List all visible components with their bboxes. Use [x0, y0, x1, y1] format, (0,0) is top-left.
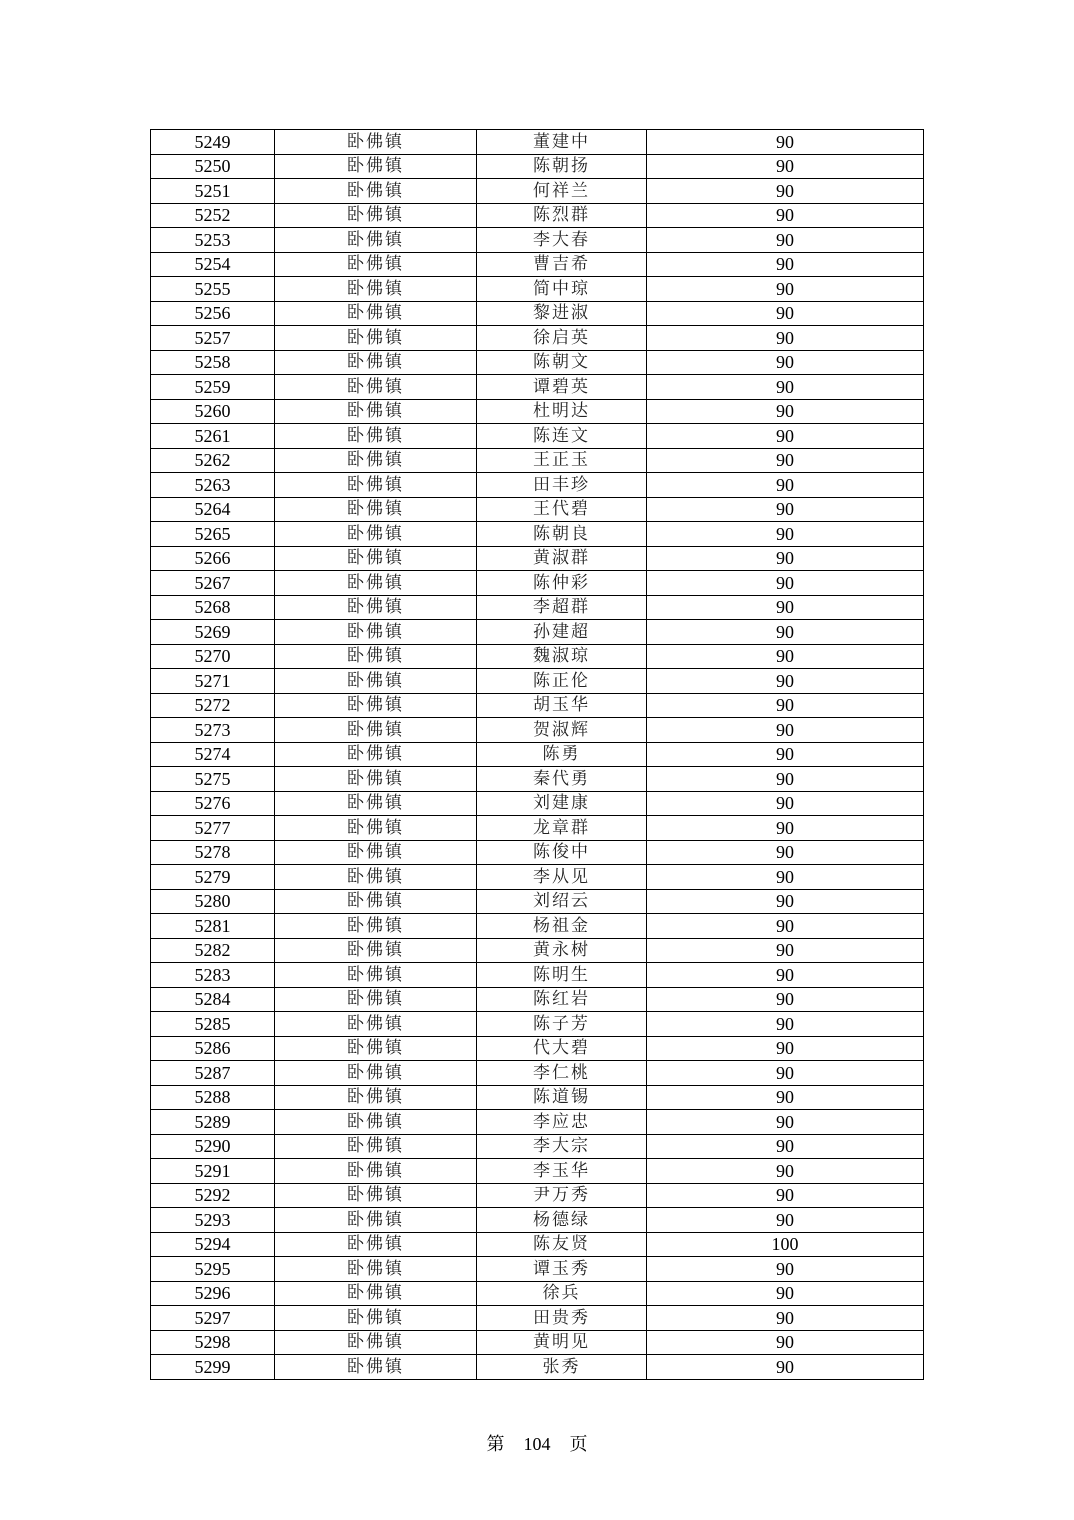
score-cell: 100	[647, 1232, 924, 1257]
person-name-cell: 陈明生	[477, 963, 647, 988]
row-number-cell: 5256	[151, 301, 275, 326]
score-cell: 90	[647, 1134, 924, 1159]
row-number-cell: 5297	[151, 1306, 275, 1331]
score-cell: 90	[647, 301, 924, 326]
score-cell: 90	[647, 424, 924, 449]
score-cell: 90	[647, 644, 924, 669]
person-name-cell: 徐兵	[477, 1281, 647, 1306]
score-cell: 90	[647, 840, 924, 865]
row-number-cell: 5284	[151, 987, 275, 1012]
table-row	[151, 1134, 924, 1159]
town-cell: 卧佛镇	[275, 130, 477, 155]
town-cell: 卧佛镇	[275, 1232, 477, 1257]
row-number-cell: 5261	[151, 424, 275, 449]
table-row	[151, 865, 924, 890]
table-row	[151, 375, 924, 400]
score-cell: 90	[647, 1159, 924, 1184]
person-name-cell: 陈朝扬	[477, 154, 647, 179]
table-row	[151, 718, 924, 743]
table-row	[151, 693, 924, 718]
score-cell: 90	[647, 963, 924, 988]
row-number-cell: 5268	[151, 595, 275, 620]
person-name-cell: 李应忠	[477, 1110, 647, 1135]
town-cell: 卧佛镇	[275, 595, 477, 620]
row-number-cell: 5255	[151, 277, 275, 302]
town-cell: 卧佛镇	[275, 1208, 477, 1233]
score-cell: 90	[647, 914, 924, 939]
row-number-cell: 5291	[151, 1159, 275, 1184]
town-cell: 卧佛镇	[275, 644, 477, 669]
town-cell: 卧佛镇	[275, 350, 477, 375]
town-cell: 卧佛镇	[275, 448, 477, 473]
person-name-cell: 李大宗	[477, 1134, 647, 1159]
row-number-cell: 5278	[151, 840, 275, 865]
row-number-cell: 5279	[151, 865, 275, 890]
score-cell: 90	[647, 1183, 924, 1208]
score-cell: 90	[647, 889, 924, 914]
table-row	[151, 1306, 924, 1331]
score-cell: 90	[647, 1208, 924, 1233]
town-cell: 卧佛镇	[275, 203, 477, 228]
table-row	[151, 791, 924, 816]
town-cell: 卧佛镇	[275, 473, 477, 498]
roster-table-body	[151, 130, 924, 1380]
score-cell: 90	[647, 1355, 924, 1380]
table-row	[151, 816, 924, 841]
row-number-cell: 5267	[151, 571, 275, 596]
row-number-cell: 5252	[151, 203, 275, 228]
person-name-cell: 杨祖金	[477, 914, 647, 939]
person-name-cell: 田丰珍	[477, 473, 647, 498]
person-name-cell: 秦代勇	[477, 767, 647, 792]
table-row	[151, 987, 924, 1012]
town-cell: 卧佛镇	[275, 522, 477, 547]
person-name-cell: 黄淑群	[477, 546, 647, 571]
row-number-cell: 5285	[151, 1012, 275, 1037]
person-name-cell: 黄明见	[477, 1330, 647, 1355]
page-footer-prefix: 第	[486, 1434, 505, 1454]
town-cell: 卧佛镇	[275, 963, 477, 988]
table-row	[151, 497, 924, 522]
person-name-cell: 杜明达	[477, 399, 647, 424]
person-name-cell: 田贵秀	[477, 1306, 647, 1331]
town-cell: 卧佛镇	[275, 1355, 477, 1380]
row-number-cell: 5266	[151, 546, 275, 571]
person-name-cell: 刘绍云	[477, 889, 647, 914]
person-name-cell: 李超群	[477, 595, 647, 620]
table-row	[151, 595, 924, 620]
row-number-cell: 5287	[151, 1061, 275, 1086]
person-name-cell: 黄永树	[477, 938, 647, 963]
table-row	[151, 1012, 924, 1037]
score-cell: 90	[647, 399, 924, 424]
table-row	[151, 1110, 924, 1135]
person-name-cell: 谭玉秀	[477, 1257, 647, 1282]
score-cell: 90	[647, 742, 924, 767]
row-number-cell: 5260	[151, 399, 275, 424]
town-cell: 卧佛镇	[275, 1183, 477, 1208]
score-cell: 90	[647, 1012, 924, 1037]
person-name-cell: 陈仲彩	[477, 571, 647, 596]
table-row	[151, 1355, 924, 1380]
row-number-cell: 5290	[151, 1134, 275, 1159]
table-row	[151, 252, 924, 277]
score-cell: 90	[647, 1036, 924, 1061]
row-number-cell: 5276	[151, 791, 275, 816]
score-cell: 90	[647, 938, 924, 963]
person-name-cell: 陈子芳	[477, 1012, 647, 1037]
town-cell: 卧佛镇	[275, 1134, 477, 1159]
person-name-cell: 王正玉	[477, 448, 647, 473]
score-cell: 90	[647, 203, 924, 228]
table-row	[151, 669, 924, 694]
table-row	[151, 277, 924, 302]
table-row	[151, 840, 924, 865]
score-cell: 90	[647, 1281, 924, 1306]
person-name-cell: 陈红岩	[477, 987, 647, 1012]
row-number-cell: 5250	[151, 154, 275, 179]
row-number-cell: 5293	[151, 1208, 275, 1233]
score-cell: 90	[647, 1306, 924, 1331]
person-name-cell: 陈俊中	[477, 840, 647, 865]
row-number-cell: 5295	[151, 1257, 275, 1282]
town-cell: 卧佛镇	[275, 399, 477, 424]
row-number-cell: 5262	[151, 448, 275, 473]
town-cell: 卧佛镇	[275, 791, 477, 816]
town-cell: 卧佛镇	[275, 546, 477, 571]
row-number-cell: 5286	[151, 1036, 275, 1061]
row-number-cell: 5296	[151, 1281, 275, 1306]
table-row	[151, 571, 924, 596]
town-cell: 卧佛镇	[275, 228, 477, 253]
score-cell: 90	[647, 816, 924, 841]
table-row	[151, 889, 924, 914]
score-cell: 90	[647, 546, 924, 571]
score-cell: 90	[647, 767, 924, 792]
person-name-cell: 陈朝良	[477, 522, 647, 547]
town-cell: 卧佛镇	[275, 571, 477, 596]
row-number-cell: 5265	[151, 522, 275, 547]
town-cell: 卧佛镇	[275, 742, 477, 767]
town-cell: 卧佛镇	[275, 1061, 477, 1086]
row-number-cell: 5283	[151, 963, 275, 988]
person-name-cell: 张秀	[477, 1355, 647, 1380]
town-cell: 卧佛镇	[275, 767, 477, 792]
row-number-cell: 5271	[151, 669, 275, 694]
person-name-cell: 杨德绿	[477, 1208, 647, 1233]
table-row	[151, 448, 924, 473]
table-row	[151, 228, 924, 253]
person-name-cell: 魏淑琼	[477, 644, 647, 669]
person-name-cell: 陈朝文	[477, 350, 647, 375]
table-row	[151, 203, 924, 228]
row-number-cell: 5292	[151, 1183, 275, 1208]
row-number-cell: 5289	[151, 1110, 275, 1135]
person-name-cell: 简中琼	[477, 277, 647, 302]
row-number-cell: 5272	[151, 693, 275, 718]
table-row	[151, 1330, 924, 1355]
row-number-cell: 5263	[151, 473, 275, 498]
person-name-cell: 陈友贤	[477, 1232, 647, 1257]
person-name-cell: 李仁桃	[477, 1061, 647, 1086]
row-number-cell: 5257	[151, 326, 275, 351]
town-cell: 卧佛镇	[275, 1306, 477, 1331]
table-row	[151, 938, 924, 963]
table-row	[151, 424, 924, 449]
score-cell: 90	[647, 375, 924, 400]
person-name-cell: 孙建超	[477, 620, 647, 645]
town-cell: 卧佛镇	[275, 987, 477, 1012]
town-cell: 卧佛镇	[275, 301, 477, 326]
row-number-cell: 5280	[151, 889, 275, 914]
score-cell: 90	[647, 228, 924, 253]
score-cell: 90	[647, 154, 924, 179]
table-row	[151, 1036, 924, 1061]
row-number-cell: 5253	[151, 228, 275, 253]
person-name-cell: 代大碧	[477, 1036, 647, 1061]
row-number-cell: 5298	[151, 1330, 275, 1355]
table-row	[151, 644, 924, 669]
town-cell: 卧佛镇	[275, 1085, 477, 1110]
person-name-cell: 陈勇	[477, 742, 647, 767]
table-row	[151, 1208, 924, 1233]
town-cell: 卧佛镇	[275, 669, 477, 694]
town-cell: 卧佛镇	[275, 865, 477, 890]
table-row	[151, 1183, 924, 1208]
table-row	[151, 473, 924, 498]
score-cell: 90	[647, 669, 924, 694]
score-cell: 90	[647, 595, 924, 620]
town-cell: 卧佛镇	[275, 620, 477, 645]
person-name-cell: 胡玉华	[477, 693, 647, 718]
town-cell: 卧佛镇	[275, 1012, 477, 1037]
table-row	[151, 301, 924, 326]
town-cell: 卧佛镇	[275, 1330, 477, 1355]
town-cell: 卧佛镇	[275, 1036, 477, 1061]
town-cell: 卧佛镇	[275, 816, 477, 841]
table-row	[151, 1257, 924, 1282]
person-name-cell: 何祥兰	[477, 179, 647, 204]
town-cell: 卧佛镇	[275, 424, 477, 449]
table-row	[151, 963, 924, 988]
score-cell: 90	[647, 350, 924, 375]
score-cell: 90	[647, 473, 924, 498]
person-name-cell: 龙章群	[477, 816, 647, 841]
score-cell: 90	[647, 1257, 924, 1282]
table-row	[151, 767, 924, 792]
person-name-cell: 刘建康	[477, 791, 647, 816]
row-number-cell: 5288	[151, 1085, 275, 1110]
person-name-cell: 尹万秀	[477, 1183, 647, 1208]
town-cell: 卧佛镇	[275, 1257, 477, 1282]
town-cell: 卧佛镇	[275, 914, 477, 939]
row-number-cell: 5281	[151, 914, 275, 939]
score-cell: 90	[647, 522, 924, 547]
town-cell: 卧佛镇	[275, 179, 477, 204]
score-cell: 90	[647, 277, 924, 302]
row-number-cell: 5277	[151, 816, 275, 841]
row-number-cell: 5259	[151, 375, 275, 400]
score-cell: 90	[647, 791, 924, 816]
row-number-cell: 5294	[151, 1232, 275, 1257]
score-cell: 90	[647, 497, 924, 522]
table-row	[151, 399, 924, 424]
town-cell: 卧佛镇	[275, 326, 477, 351]
row-number-cell: 5264	[151, 497, 275, 522]
score-cell: 90	[647, 1085, 924, 1110]
town-cell: 卧佛镇	[275, 889, 477, 914]
row-number-cell: 5273	[151, 718, 275, 743]
table-row	[151, 914, 924, 939]
town-cell: 卧佛镇	[275, 497, 477, 522]
row-number-cell: 5251	[151, 179, 275, 204]
town-cell: 卧佛镇	[275, 1281, 477, 1306]
score-cell: 90	[647, 130, 924, 155]
score-cell: 90	[647, 693, 924, 718]
page-footer	[0, 1430, 1074, 1456]
person-name-cell: 贺淑辉	[477, 718, 647, 743]
town-cell: 卧佛镇	[275, 375, 477, 400]
page-number: 104	[523, 1434, 551, 1454]
table-row	[151, 130, 924, 155]
score-cell: 90	[647, 1110, 924, 1135]
person-name-cell: 李从见	[477, 865, 647, 890]
person-name-cell: 黎进淑	[477, 301, 647, 326]
score-cell: 90	[647, 448, 924, 473]
person-name-cell: 谭碧英	[477, 375, 647, 400]
table-row	[151, 350, 924, 375]
person-name-cell: 陈烈群	[477, 203, 647, 228]
roster-table	[150, 129, 924, 1380]
row-number-cell: 5275	[151, 767, 275, 792]
table-row	[151, 742, 924, 767]
town-cell: 卧佛镇	[275, 1159, 477, 1184]
person-name-cell: 董建中	[477, 130, 647, 155]
person-name-cell: 陈正伦	[477, 669, 647, 694]
town-cell: 卧佛镇	[275, 252, 477, 277]
person-name-cell: 徐启英	[477, 326, 647, 351]
score-cell: 90	[647, 179, 924, 204]
person-name-cell: 王代碧	[477, 497, 647, 522]
score-cell: 90	[647, 718, 924, 743]
table-row	[151, 1159, 924, 1184]
table-row	[151, 1281, 924, 1306]
row-number-cell: 5254	[151, 252, 275, 277]
score-cell: 90	[647, 620, 924, 645]
score-cell: 90	[647, 1330, 924, 1355]
town-cell: 卧佛镇	[275, 693, 477, 718]
table-row	[151, 1232, 924, 1257]
table-row	[151, 179, 924, 204]
table-row	[151, 1061, 924, 1086]
score-cell: 90	[647, 1061, 924, 1086]
row-number-cell: 5282	[151, 938, 275, 963]
town-cell: 卧佛镇	[275, 154, 477, 179]
score-cell: 90	[647, 571, 924, 596]
person-name-cell: 曹吉希	[477, 252, 647, 277]
score-cell: 90	[647, 987, 924, 1012]
person-name-cell: 陈连文	[477, 424, 647, 449]
town-cell: 卧佛镇	[275, 840, 477, 865]
row-number-cell: 5249	[151, 130, 275, 155]
table-row	[151, 522, 924, 547]
table-row	[151, 546, 924, 571]
town-cell: 卧佛镇	[275, 718, 477, 743]
row-number-cell: 5270	[151, 644, 275, 669]
table-row	[151, 326, 924, 351]
town-cell: 卧佛镇	[275, 277, 477, 302]
row-number-cell: 5299	[151, 1355, 275, 1380]
page-footer-suffix: 页	[569, 1434, 588, 1454]
table-row	[151, 620, 924, 645]
score-cell: 90	[647, 326, 924, 351]
person-name-cell: 李玉华	[477, 1159, 647, 1184]
row-number-cell: 5269	[151, 620, 275, 645]
table-row	[151, 1085, 924, 1110]
score-cell: 90	[647, 252, 924, 277]
row-number-cell: 5274	[151, 742, 275, 767]
row-number-cell: 5258	[151, 350, 275, 375]
town-cell: 卧佛镇	[275, 1110, 477, 1135]
person-name-cell: 陈道锡	[477, 1085, 647, 1110]
score-cell: 90	[647, 865, 924, 890]
table-row	[151, 154, 924, 179]
town-cell: 卧佛镇	[275, 938, 477, 963]
person-name-cell: 李大春	[477, 228, 647, 253]
